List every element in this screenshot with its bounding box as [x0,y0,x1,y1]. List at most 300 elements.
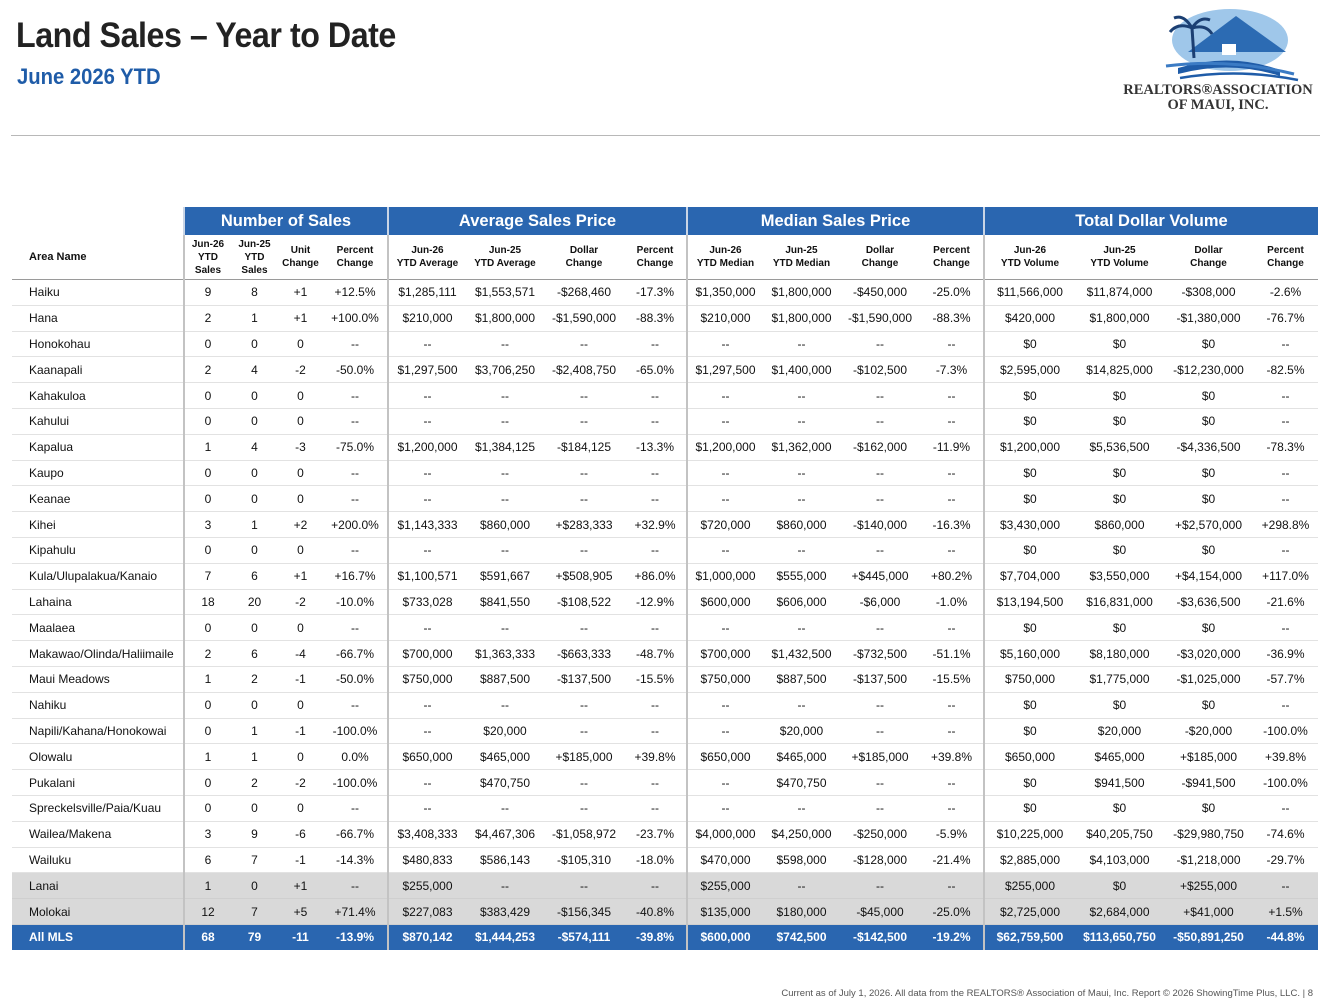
value-cell: $600,000 [687,924,763,949]
value-cell: -- [323,873,388,899]
value-cell: -- [687,692,763,718]
value-cell: -$137,500 [544,666,624,692]
value-cell: -- [388,408,466,434]
value-cell: -- [840,692,920,718]
value-cell: -- [544,873,624,899]
table-row [12,383,1318,409]
column-header [231,235,278,280]
column-header-line: Sales [194,264,222,276]
value-cell: -- [1253,795,1318,821]
value-cell: -- [466,795,544,821]
area-name-cell: Hana [12,305,184,331]
value-cell: $0 [984,692,1075,718]
value-cell: +1.5% [1253,899,1318,925]
value-cell: 1 [231,305,278,331]
value-cell: 20 [231,589,278,615]
column-header-line: YTD Average [396,258,459,269]
value-cell: -21.6% [1253,589,1318,615]
value-cell: -- [544,770,624,796]
value-cell: -- [1253,460,1318,486]
value-cell: $480,833 [388,847,466,873]
value-cell: +5 [278,899,323,925]
value-cell: 7 [231,899,278,925]
value-cell: $1,363,333 [466,641,544,667]
value-cell: $0 [1164,615,1253,641]
value-cell: -2 [278,589,323,615]
group-header-blank [12,207,184,235]
value-cell: $0 [1075,460,1164,486]
value-cell: -- [1253,408,1318,434]
value-cell: -- [763,383,840,409]
value-cell: $1,143,333 [388,512,466,538]
value-cell: -- [388,383,466,409]
area-name-cell: Honokohau [12,331,184,357]
value-cell: +298.8% [1253,512,1318,538]
area-name-cell: Napili/Kahana/Honokowai [12,718,184,744]
value-cell: +$445,000 [840,563,920,589]
value-cell: $1,553,571 [466,280,544,306]
value-cell: $0 [984,486,1075,512]
column-header [840,235,920,280]
value-cell: $1,297,500 [687,357,763,383]
value-cell: -- [687,537,763,563]
table-row [12,821,1318,847]
value-cell: $210,000 [388,305,466,331]
value-cell: -- [544,718,624,744]
value-cell: -$137,500 [840,666,920,692]
value-cell: -- [466,873,544,899]
value-cell: -- [763,795,840,821]
value-cell: -$1,590,000 [544,305,624,331]
value-cell: -16.3% [920,512,984,538]
column-header [920,235,984,280]
value-cell: -13.9% [323,924,388,949]
value-cell: 0 [184,718,231,744]
value-cell: $0 [1164,460,1253,486]
column-header-line: YTD Volume [1090,258,1149,269]
value-cell: -- [466,408,544,434]
value-cell: -$102,500 [840,357,920,383]
value-cell: $887,500 [466,666,544,692]
value-cell: 18 [184,589,231,615]
value-cell: $1,200,000 [687,434,763,460]
column-header-line: Percent [933,245,970,256]
value-cell: $470,750 [763,770,840,796]
value-cell: -- [920,460,984,486]
value-cell: +100.0% [323,305,388,331]
table-row [12,537,1318,563]
value-cell: $650,000 [388,744,466,770]
value-cell: -65.0% [624,357,687,383]
column-header-row [12,235,1318,280]
column-header-line: Change [636,258,674,269]
value-cell: -- [1253,615,1318,641]
value-cell: $0 [1164,692,1253,718]
value-cell: -51.1% [920,641,984,667]
value-cell: -- [920,795,984,821]
value-cell: 0 [231,331,278,357]
value-cell: $0 [1075,486,1164,512]
column-header [323,235,388,280]
value-cell: +12.5% [323,280,388,306]
value-cell: 0 [278,537,323,563]
value-cell: -50.0% [323,357,388,383]
value-cell: $1,350,000 [687,280,763,306]
value-cell: 0 [278,744,323,770]
page-title: Land Sales – Year to Date [16,16,396,55]
value-cell: $5,160,000 [984,641,1075,667]
value-cell: -$574,111 [544,924,624,949]
header-divider [11,135,1320,136]
table-row [12,357,1318,383]
value-cell: -- [1253,537,1318,563]
table-body [12,280,1318,950]
value-cell: -1 [278,718,323,744]
value-cell: -$45,000 [840,899,920,925]
value-cell: -- [544,692,624,718]
value-cell: $3,550,000 [1075,563,1164,589]
value-cell: $255,000 [687,873,763,899]
table-row [12,563,1318,589]
value-cell: 3 [184,512,231,538]
value-cell: 1 [184,744,231,770]
value-cell: -- [388,537,466,563]
value-cell: $1,200,000 [388,434,466,460]
value-cell: $227,083 [388,899,466,925]
value-cell: -- [920,718,984,744]
value-cell: $0 [1164,408,1253,434]
value-cell: $1,775,000 [1075,666,1164,692]
value-cell: 3 [184,821,231,847]
value-cell: -57.7% [1253,666,1318,692]
area-name-cell: Kaanapali [12,357,184,383]
value-cell: -- [544,615,624,641]
value-cell: -- [544,795,624,821]
value-cell: -- [920,615,984,641]
value-cell: 0 [231,692,278,718]
value-cell: 0 [231,408,278,434]
value-cell: -- [840,486,920,512]
value-cell: -$1,218,000 [1164,847,1253,873]
value-cell: +$185,000 [840,744,920,770]
value-cell: +$185,000 [544,744,624,770]
column-header-line: Jun-25 [238,238,271,250]
column-header-line: Percent [636,245,674,256]
value-cell: -$3,020,000 [1164,641,1253,667]
value-cell: $4,000,000 [687,821,763,847]
value-cell: $0 [1075,692,1164,718]
column-header-line: Jun-25 [488,245,522,256]
value-cell: $1,285,111 [388,280,466,306]
value-cell: 12 [184,899,231,925]
value-cell: -66.7% [323,641,388,667]
value-cell: -- [1253,383,1318,409]
column-header-line: YTD Average [474,258,536,269]
value-cell: -- [763,537,840,563]
value-cell: -1.0% [920,589,984,615]
table-row [12,692,1318,718]
value-cell: -- [687,460,763,486]
value-cell: -- [840,383,920,409]
value-cell: -$29,980,750 [1164,821,1253,847]
value-cell: -2 [278,357,323,383]
value-cell: -- [624,408,687,434]
value-cell: -$105,310 [544,847,624,873]
value-cell: $1,800,000 [466,305,544,331]
value-cell: $465,000 [763,744,840,770]
table-row [12,795,1318,821]
value-cell: +39.8% [1253,744,1318,770]
value-cell: -40.8% [624,899,687,925]
value-cell: -29.7% [1253,847,1318,873]
value-cell: -$142,500 [840,924,920,949]
value-cell: $255,000 [984,873,1075,899]
value-cell: +$283,333 [544,512,624,538]
value-cell: $0 [1075,537,1164,563]
value-cell: 1 [231,718,278,744]
value-cell: -10.0% [323,589,388,615]
column-header [278,235,323,280]
value-cell: $1,400,000 [763,357,840,383]
value-cell: $750,000 [984,666,1075,692]
value-cell: -- [544,460,624,486]
value-cell: -13.3% [624,434,687,460]
value-cell: -17.3% [624,280,687,306]
value-cell: -3 [278,434,323,460]
column-header-line: Jun-25 [785,245,818,256]
value-cell: 6 [231,641,278,667]
value-cell: $465,000 [1075,744,1164,770]
value-cell: +$2,570,000 [1164,512,1253,538]
value-cell: 0 [184,383,231,409]
value-cell: 7 [184,563,231,589]
value-cell: 0 [184,537,231,563]
value-cell: -- [544,408,624,434]
value-cell: 79 [231,924,278,949]
value-cell: -- [624,692,687,718]
value-cell: -2 [278,770,323,796]
value-cell: $860,000 [466,512,544,538]
value-cell: -74.6% [1253,821,1318,847]
value-cell: -- [323,460,388,486]
value-cell: -88.3% [624,305,687,331]
value-cell: -$1,590,000 [840,305,920,331]
value-cell: $11,874,000 [1075,280,1164,306]
column-header-area: Area Name [12,235,184,280]
value-cell: -- [763,615,840,641]
value-cell: -- [687,770,763,796]
logo-text-line2: OF MAUI, INC. [1167,97,1269,113]
area-name-cell: Kaupo [12,460,184,486]
value-cell: -21.4% [920,847,984,873]
area-name-cell: Keanae [12,486,184,512]
value-cell: -- [388,331,466,357]
value-cell: -100.0% [1253,718,1318,744]
value-cell: -- [763,460,840,486]
value-cell: -50.0% [323,666,388,692]
value-cell: $0 [984,795,1075,821]
value-cell: -$2,408,750 [544,357,624,383]
value-cell: $0 [984,770,1075,796]
value-cell: 6 [184,847,231,873]
value-cell: $0 [1075,408,1164,434]
value-cell: 9 [231,821,278,847]
value-cell: $650,000 [984,744,1075,770]
column-header [1164,235,1253,280]
value-cell: $1,800,000 [763,305,840,331]
value-cell: $1,800,000 [1075,305,1164,331]
value-cell: +80.2% [920,563,984,589]
value-cell: -- [323,537,388,563]
value-cell: 0 [184,486,231,512]
value-cell: -- [388,795,466,821]
value-cell: +$4,154,000 [1164,563,1253,589]
column-header-line: Change [1190,258,1227,269]
value-cell: 0 [184,615,231,641]
table-row [12,899,1318,925]
column-header-line: Dollar [865,245,895,256]
value-cell: 2 [184,641,231,667]
value-cell: -- [466,486,544,512]
column-header-line: YTD [244,251,265,263]
value-cell: -- [1253,692,1318,718]
value-cell: -- [323,331,388,357]
column-header-line: Jun-26 [709,245,742,256]
value-cell: $0 [984,460,1075,486]
value-cell: 0 [184,408,231,434]
value-cell: $1,000,000 [687,563,763,589]
value-cell: -5.9% [920,821,984,847]
value-cell: 0 [184,331,231,357]
value-cell: -- [323,408,388,434]
value-cell: -- [388,460,466,486]
column-header-line: Jun-26 [411,245,444,256]
value-cell: $750,000 [687,666,763,692]
value-cell: 0 [231,615,278,641]
value-cell: $591,667 [466,563,544,589]
table-row [12,589,1318,615]
value-cell: -$450,000 [840,280,920,306]
value-cell: $14,825,000 [1075,357,1164,383]
table-row [12,408,1318,434]
value-cell: -$140,000 [840,512,920,538]
value-cell: +16.7% [323,563,388,589]
value-cell: +1 [278,563,323,589]
value-cell: -11.9% [920,434,984,460]
column-header [544,235,624,280]
value-cell: $180,000 [763,899,840,925]
area-name-cell: Spreckelsville/Paia/Kuau [12,795,184,821]
value-cell: 2 [184,305,231,331]
value-cell: 0 [184,795,231,821]
table-row [12,641,1318,667]
value-cell: -- [624,331,687,357]
group-number-of-sales: Number of Sales [184,207,388,235]
value-cell: -- [466,615,544,641]
value-cell: $750,000 [388,666,466,692]
value-cell: -- [840,770,920,796]
column-header [763,235,840,280]
value-cell: -- [763,331,840,357]
value-cell: $2,725,000 [984,899,1075,925]
column-header-line: Jun-25 [1103,245,1136,256]
value-cell: -$3,636,500 [1164,589,1253,615]
value-cell: $733,028 [388,589,466,615]
value-cell: $20,000 [466,718,544,744]
column-header-line: Change [336,258,374,269]
area-name-cell: Maui Meadows [12,666,184,692]
value-cell: +1 [278,873,323,899]
value-cell: -- [687,718,763,744]
value-cell: 9 [184,280,231,306]
value-cell: $465,000 [466,744,544,770]
column-header-line: Sales [241,264,268,276]
column-header [984,235,1075,280]
value-cell: $7,704,000 [984,563,1075,589]
value-cell: -$308,000 [1164,280,1253,306]
table-row [12,460,1318,486]
value-cell: $586,143 [466,847,544,873]
value-cell: -- [687,795,763,821]
column-header-line: Change [861,258,899,269]
value-cell: -- [920,486,984,512]
value-cell: -$1,380,000 [1164,305,1253,331]
table-row [12,512,1318,538]
value-cell: -- [466,460,544,486]
area-name-cell: Wailuku [12,847,184,873]
value-cell: -- [1253,331,1318,357]
value-cell: -- [763,408,840,434]
value-cell: -- [388,486,466,512]
value-cell: -15.5% [920,666,984,692]
value-cell: 4 [231,357,278,383]
value-cell: $20,000 [1075,718,1164,744]
column-header-line: Percent [1267,245,1304,256]
footer-note: Current as of July 1, 2026. All data from the REALTORS® Association of Maui, Inc. Report © 2026 ShowingTime Plus, LLC. | 8 [781,988,1313,999]
value-cell: -- [687,615,763,641]
value-cell: -- [624,770,687,796]
value-cell: -$50,891,250 [1164,924,1253,949]
value-cell: +71.4% [323,899,388,925]
value-cell: $4,467,306 [466,821,544,847]
value-cell: -6 [278,821,323,847]
value-cell: -- [687,486,763,512]
area-name-cell: Haiku [12,280,184,306]
value-cell: $0 [1075,873,1164,899]
association-logo [1118,8,1318,118]
value-cell: -23.7% [624,821,687,847]
value-cell: -- [624,486,687,512]
column-header [466,235,544,280]
value-cell: $2,885,000 [984,847,1075,873]
value-cell: $0 [1075,383,1164,409]
value-cell: $700,000 [687,641,763,667]
value-cell: -$663,333 [544,641,624,667]
value-cell: -- [840,537,920,563]
value-cell: +$41,000 [1164,899,1253,925]
value-cell: +2 [278,512,323,538]
value-cell: $0 [984,331,1075,357]
value-cell: -4 [278,641,323,667]
value-cell: $700,000 [388,641,466,667]
value-cell: 4 [231,434,278,460]
column-header-line: YTD [198,251,218,263]
land-sales-table [12,207,1318,950]
value-cell: $1,432,500 [763,641,840,667]
table-row [12,770,1318,796]
value-cell: -- [624,537,687,563]
value-cell: +200.0% [323,512,388,538]
